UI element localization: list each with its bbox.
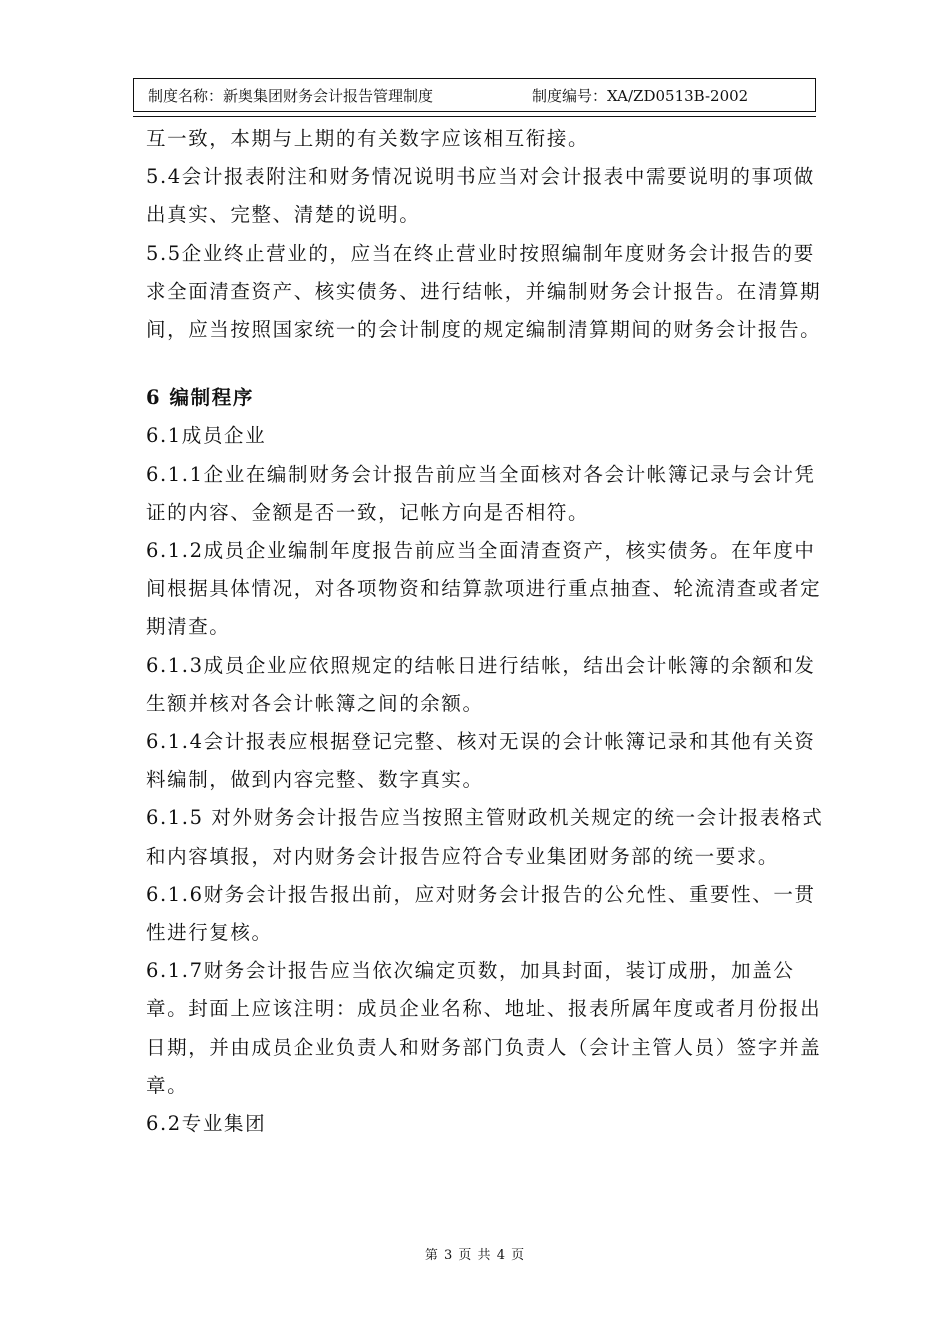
- paragraph-5-5: 5.5企业终止营业的，应当在终止营业时按照编制年度财务会计报告的要求全面清查资产、核实债务、进行结帐，并编制财务会计报告。在清算期间，应当按照国家统一的会计制度的规定编制清算期间的财务会计报告。: [146, 241, 822, 342]
- paragraph-6-1-3: 6.1.3成员企业应依照规定的结帐日进行结帐，结出会计帐簿的余额和发生额并核对各会计帐簿之间的余额。: [146, 653, 816, 715]
- document-body: [146, 120, 826, 1143]
- document-name: 制度名称：新奥集团财务会计报告管理制度: [148, 87, 434, 105]
- paragraph-6-1-5: 6.1.5 对外财务会计报告应当按照主管财政机关规定的统一会计报表格式和内容填报，对内财务会计报告应符合专业集团财务部的统一要求。: [146, 806, 824, 868]
- paragraph-6-2: 6.2专业集团: [146, 1112, 267, 1136]
- paragraph-6-1: 6.1成员企业: [146, 424, 267, 448]
- paragraph-6-1-1: 6.1.1企业在编制财务会计报告前应当全面核对各会计帐簿记录与会计凭证的内容、金额是否一致，记帐方向是否相符。: [146, 462, 816, 524]
- page-number: 第 3 页 共 4 页: [424, 1248, 526, 1263]
- section-6-title: 6 编制程序: [146, 386, 254, 410]
- document-code: 制度编号：XA/ZD0513B-2002: [532, 87, 749, 105]
- document-header: [133, 78, 816, 112]
- paragraph-6-1-6: 6.1.6财务会计报告报出前，应对财务会计报告的公允性、重要性、一贯性进行复核。: [146, 882, 816, 945]
- header-divider: [133, 116, 816, 117]
- paragraph-6-1-2: 6.1.2成员企业编制年度报告前应当全面清查资产，核实债务。在年度中间根据具体情况，对各项物资和结算款项进行重点抽查、轮流清查或者定期清查。: [146, 539, 822, 639]
- paragraph-6-1-4: 6.1.4会计报表应根据登记完整、核对无误的会计帐簿记录和其他有关资料编制，做到内容完整、数字真实。: [146, 730, 816, 792]
- paragraph-6-1-7: 6.1.7财务会计报告应当依次编定页数，加具封面，装订成册，加盖公章。封面上应该注明：成员企业名称、地址、报表所属年度或者月份报出日期，并由成员企业负责人和财务部门负责人（会计主管人员）签字并盖章。: [146, 959, 822, 1097]
- paragraph-continued: 互一致，本期与上期的有关数字应该相互衔接。: [146, 127, 590, 150]
- paragraph-5-4: 5.4会计报表附注和财务情况说明书应当对会计报表中需要说明的事项做出真实、完整、清楚的说明。: [146, 165, 815, 227]
